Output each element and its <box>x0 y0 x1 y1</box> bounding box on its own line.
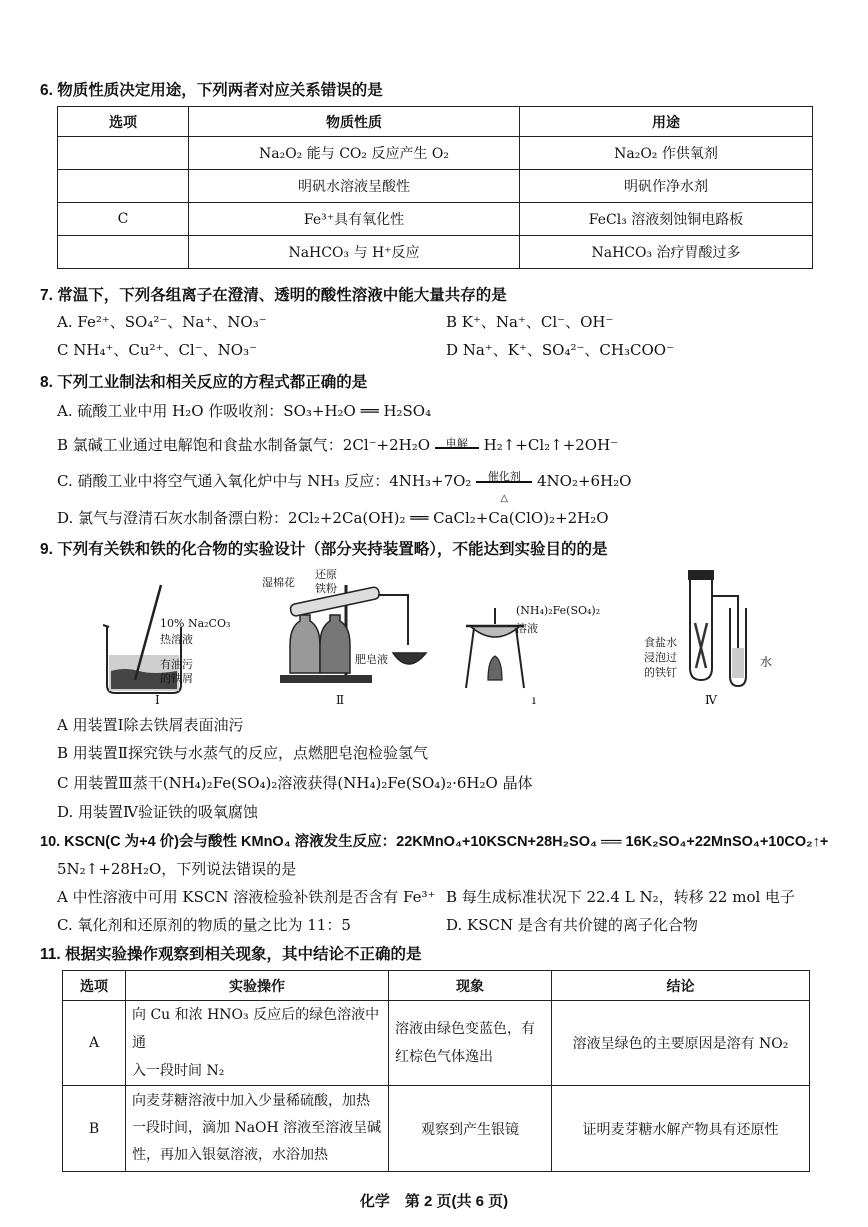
q11-cell: 溶液呈绿色的主要原因是溶有 NO₂ <box>552 1001 810 1086</box>
q11-stem: 11. 根据实验操作观察到相关现象，其中结论不正确的是 <box>40 946 422 963</box>
table-row <box>58 203 813 236</box>
q11-line: 性，再加入银氨溶液，水浴加热 <box>132 1147 328 1163</box>
fig-ii-iron-label2: 铁粉 <box>315 582 337 595</box>
q11-cell: A <box>63 1001 126 1086</box>
q7-option-c: C NH₄⁺、Cu²⁺、Cl⁻、NO₃⁻ <box>57 341 257 359</box>
q8-b-condition: 电解 <box>445 437 468 450</box>
q11-line: 红棕色气体逸出 <box>395 1049 493 1065</box>
q7-option-d: D Na⁺、K⁺、SO₄²⁻、CH₃COO⁻ <box>446 341 674 359</box>
q6-cell <box>58 170 189 203</box>
q6-cell: NaHCO₃ 与 H⁺反应 <box>189 236 520 269</box>
q8-option-a: A. 硫酸工业中用 H₂O 作吸收剂：SO₃+H₂O ══ H₂SO₄ <box>57 402 432 420</box>
q8-c-post: 4NO₂+6H₂O <box>536 472 632 490</box>
q9-option-c: C 用装置Ⅲ蒸干(NH₄)₂Fe(SO₄)₂溶液获得(NH₄)₂Fe(SO₄)₂·6H₂O 晶体 <box>57 774 533 792</box>
fig-i-solution-label2: 热溶液 <box>160 633 193 646</box>
fig-iii-solution-label: (NH₄)₂Fe(SO₄)₂ <box>516 604 601 617</box>
q6-cell: FeCl₃ 溶液刻蚀铜电路板 <box>520 203 813 236</box>
q6-cell: Na₂O₂ 能与 CO₂ 反应产生 O₂ <box>189 137 520 170</box>
q6-stem: 6. 物质性质决定用途，下列两者对应关系错误的是 <box>40 82 383 99</box>
q11-header-operation: 实验操作 <box>126 971 389 1001</box>
fig-i-scrap-label: 有油污 <box>160 658 193 671</box>
q6-table <box>57 106 813 269</box>
q11-header-option: 选项 <box>63 971 126 1001</box>
table-row <box>58 170 813 203</box>
apparatus-ii-figure <box>268 575 443 690</box>
q11-line: 向 Cu 和浓 HNO₃ 反应后的绿色溶液中通 <box>132 1007 380 1051</box>
q10-option-a: A 中性溶液中可用 KSCN 溶液检验补铁剂是否含有 Fe³⁺ <box>57 888 436 906</box>
q10-stem: 10. KSCN(C 为+4 价)会与酸性 KMnO₄ 溶液发生反应：22KMnO₄+10KSCN+28H₂SO₄ ══ 16K₂SO₄+22MnSO₄+10CO₂↑+ <box>40 834 829 850</box>
q10-stem-cont: 5N₂↑+28H₂O，下列说法错误的是 <box>57 860 297 878</box>
q11-cell: 证明麦芽糖水解产物具有还原性 <box>552 1086 810 1172</box>
q11-line: 一段时间，滴加 NaOH 溶液至溶液呈碱 <box>132 1120 382 1136</box>
page-footer: 化学 第 2 页(共 6 页) <box>359 1193 509 1210</box>
q8-c-condition-bottom: △ <box>500 493 509 504</box>
q6-cell: NaHCO₃ 治疗胃酸过多 <box>520 236 813 269</box>
q8-stem: 8. 下列工业制法和相关反应的方程式都正确的是 <box>40 374 368 391</box>
q9-option-a: A 用装置Ⅰ除去铁屑表面油污 <box>57 716 244 734</box>
fig-iii-number: ı <box>532 693 536 707</box>
fig-iv-nail-label: 食盐水 <box>644 636 677 649</box>
table-row <box>58 137 813 170</box>
fig-iv-number: Ⅳ <box>705 693 717 707</box>
fig-i-solution-label: 10% Na₂CO₃ <box>160 617 231 630</box>
q11-header-phenomenon: 现象 <box>389 971 552 1001</box>
q6-cell <box>58 236 189 269</box>
apparatus-iv-figure <box>672 568 762 693</box>
fig-iv-nail-label3: 的铁钉 <box>644 666 677 679</box>
q6-header-use: 用途 <box>520 107 813 137</box>
q11-cell <box>126 1001 389 1086</box>
fig-iii-solution-label2: 溶液 <box>516 622 538 635</box>
q11-table <box>62 970 810 1172</box>
fig-iv-water-label: 水 <box>760 655 773 669</box>
q9-option-b: B 用装置Ⅱ探究铁与水蒸气的反应，点燃肥皂泡检验氢气 <box>57 744 428 762</box>
q7-option-a: A. Fe²⁺、SO₄²⁻、Na⁺、NO₃⁻ <box>57 313 267 331</box>
q11-line: 溶液由绿色变蓝色，有 <box>395 1021 535 1037</box>
q11-line: 向麦芽糖溶液中加入少量稀硫酸，加热 <box>132 1093 370 1109</box>
fig-i-number: I <box>155 693 160 707</box>
q8-option-b <box>57 434 618 455</box>
q6-cell: Fe³⁺具有氧化性 <box>189 203 520 236</box>
q8-b-post: H₂↑+Cl₂↑+2OH⁻ <box>483 436 619 454</box>
q11-line: 入一段时间 N₂ <box>132 1063 225 1079</box>
q11-cell <box>389 1001 552 1086</box>
q9-stem: 9. 下列有关铁和铁的化合物的实验设计（部分夹持装置略），不能达到实验目的的是 <box>40 541 608 558</box>
q6-cell: C <box>58 203 189 236</box>
table-row <box>63 1001 810 1086</box>
q6-cell: 明矾水溶液呈酸性 <box>189 170 520 203</box>
fig-ii-iron-label: 还原 <box>315 568 337 581</box>
table-row <box>58 236 813 269</box>
fig-ii-soap-label: 肥皂液 <box>355 653 388 666</box>
q6-header-property: 物质性质 <box>189 107 520 137</box>
q8-c-condition-top: 催化剂 <box>487 470 521 483</box>
q10-option-c: C. 氧化剂和还原剂的物质的量之比为 11：5 <box>57 916 351 934</box>
fig-iv-nail-label2: 浸泡过 <box>644 651 677 664</box>
fig-i-scrap-label2: 的铁屑 <box>160 672 193 685</box>
q10-option-b: B 每生成标准状况下 22.4 L N₂，转移 22 mol 电子 <box>446 888 796 906</box>
q11-cell: 观察到产生银镜 <box>389 1086 552 1172</box>
q11-cell: B <box>63 1086 126 1172</box>
q6-cell: Na₂O₂ 作供氧剂 <box>520 137 813 170</box>
q6-cell <box>58 137 189 170</box>
q8-option-d: D. 氯气与澄清石灰水制备漂白粉：2Cl₂+2Ca(OH)₂ ══ CaCl₂+Ca(ClO)₂+2H₂O <box>57 509 609 527</box>
q8-option-c <box>57 470 632 504</box>
fig-ii-number: Ⅱ <box>336 693 345 707</box>
q6-header-option: 选项 <box>58 107 189 137</box>
fig-ii-cotton-label: 湿棉花 <box>262 576 295 589</box>
q10-option-d: D. KSCN 是含有共价键的离子化合物 <box>446 916 698 934</box>
q8-c-pre: C. 硝酸工业中将空气通入氧化炉中与 NH₃ 反应：4NH₃+7O₂ <box>57 472 472 490</box>
table-row <box>63 1086 810 1172</box>
q9-option-d: D. 用装置Ⅳ验证铁的吸氧腐蚀 <box>57 803 259 821</box>
q8-b-pre: B 氯碱工业通过电解饱和食盐水制备氯气：2Cl⁻+2H₂O <box>57 436 431 454</box>
q11-cell <box>126 1086 389 1172</box>
q7-stem: 7. 常温下，下列各组离子在澄清、透明的酸性溶液中能大量共存的是 <box>40 287 507 304</box>
q11-header-conclusion: 结论 <box>552 971 810 1001</box>
q7-option-b: B K⁺、Na⁺、Cl⁻、OH⁻ <box>446 313 614 331</box>
q6-cell: 明矾作净水剂 <box>520 170 813 203</box>
